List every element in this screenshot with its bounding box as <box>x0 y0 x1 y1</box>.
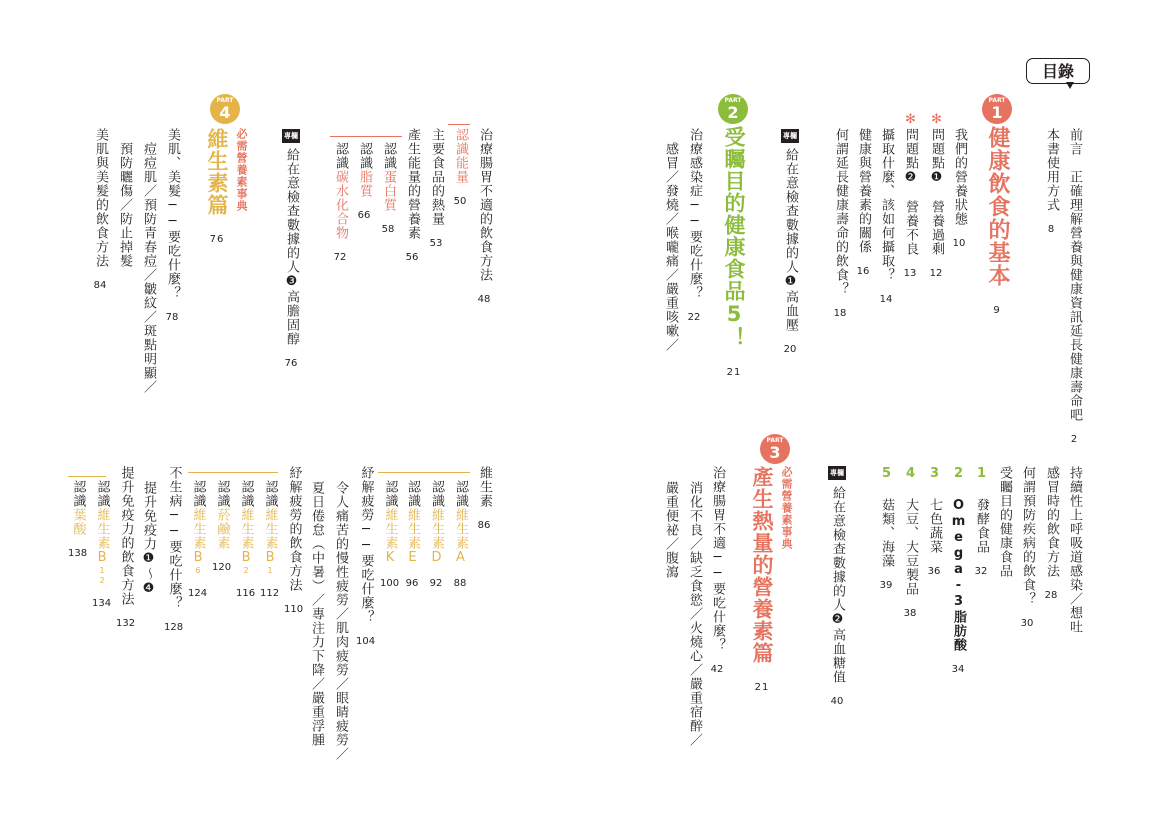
page-number: 21 <box>726 367 742 378</box>
toc-entry[interactable] <box>1019 466 1035 632</box>
page-number: 76 <box>209 234 225 245</box>
page-number: 13 <box>903 268 917 279</box>
entry-text: 產生能量的營養素 <box>405 128 420 240</box>
entry-text: 何謂延長健康壽命的飲食？ <box>833 128 848 296</box>
toc-entry[interactable] <box>164 128 180 326</box>
entry-text: 前言 正確理解營養與健康資訊延長健康壽命吧 <box>1067 128 1082 422</box>
entry-text: 維生素D <box>429 508 444 566</box>
column-tag: 專欄 <box>282 129 300 143</box>
page-number: 72 <box>333 252 347 263</box>
toc-entry[interactable] <box>212 480 231 576</box>
entry-text: 主要食品的熱量 <box>429 128 444 226</box>
page-number: 120 <box>212 562 232 573</box>
toc-entry[interactable] <box>308 481 324 747</box>
part3-kicker: 必需營養素事典 <box>780 466 793 550</box>
divider <box>68 476 106 477</box>
entry-text: 大豆、大豆製品 <box>903 498 918 596</box>
accent-text: 蛋白質 <box>381 170 396 212</box>
toc-column-entry[interactable] <box>782 148 798 358</box>
accent-text: 碳水化合物 <box>333 170 348 240</box>
page-number: 21 <box>754 682 770 693</box>
page-number: 104 <box>356 636 376 647</box>
toc-entry[interactable] <box>404 128 420 266</box>
entry-text: 令人痛苦的慢性疲勞／肌肉疲勞／眼睛疲勞／ <box>333 481 348 761</box>
entry-subscript: 6 <box>193 566 203 576</box>
page-number: 58 <box>381 224 395 235</box>
food-number: 1 <box>974 466 989 482</box>
entry-text: 提升免疫力❶～❹ <box>141 481 156 597</box>
part4-kicker: 必需營養素事典 <box>235 128 248 212</box>
toc-entry[interactable] <box>140 481 156 597</box>
entry-text: 葉酸 <box>70 508 86 536</box>
toc-entry[interactable] <box>926 466 942 580</box>
toc-entry[interactable] <box>116 466 135 632</box>
page-number: 10 <box>952 238 966 249</box>
entry-text: 健康與營養素的關係 <box>856 128 871 254</box>
toc-entry[interactable] <box>68 480 87 562</box>
page-number: 124 <box>188 588 208 599</box>
toc-column-entry[interactable] <box>283 148 299 372</box>
page-number: 84 <box>93 280 107 291</box>
entry-prefix: 認識 <box>453 480 468 508</box>
entry-prefix: 認識 <box>382 480 398 508</box>
page-number: 134 <box>92 598 112 609</box>
page-number: 39 <box>879 580 893 591</box>
page-number: 100 <box>380 578 400 589</box>
entry-text: 給在意檢查數據的人❸高膽固醇 <box>284 148 299 346</box>
entry-text: 攝取什麼、該如何攝取？ <box>879 128 894 282</box>
entry-text: 維生素A <box>453 508 468 566</box>
entry-text: 感冒時的飲食方法 <box>1044 466 1059 578</box>
entry-text: 預防曬傷／防止掉髮 <box>117 142 132 268</box>
page-number: 116 <box>236 588 256 599</box>
toc-entry[interactable] <box>951 128 967 252</box>
entry-prefix: 認識 <box>214 480 230 508</box>
entry-prefix: 認識 <box>70 480 86 508</box>
part-title-text: 產生熱量的營養素篇 <box>750 466 774 664</box>
page-number: 42 <box>710 664 724 675</box>
page-number: 48 <box>477 294 491 305</box>
toc-entry[interactable] <box>404 480 420 592</box>
entry-subscript: 1 <box>265 566 275 576</box>
entry-text: 持續性上呼吸道感染／想吐 <box>1067 466 1082 634</box>
toc-entry[interactable] <box>284 466 303 618</box>
toc-entry[interactable] <box>902 112 918 282</box>
toc-entry[interactable] <box>356 142 372 224</box>
entry-text: 感冒／發燒／喉嚨痛／嚴重咳嗽／ <box>663 142 678 352</box>
entry-text: 維生素B <box>190 508 206 566</box>
divider <box>378 472 470 473</box>
toc-entry[interactable] <box>92 128 108 294</box>
entry-text: 本書使用方式 <box>1044 128 1059 212</box>
toc-entry[interactable] <box>428 480 444 592</box>
entry-prefix: 認識 <box>262 480 278 508</box>
toc-entry[interactable] <box>928 112 944 282</box>
page-number: 18 <box>833 308 847 319</box>
page-number: 36 <box>927 566 941 577</box>
entry-text: 紓解疲勞──要吃什麼？ <box>358 466 374 624</box>
entry-prefix: 認識 <box>190 480 206 508</box>
page-number: 9 <box>993 305 1001 316</box>
entry-subscript: 12 <box>97 566 107 586</box>
page-number: 66 <box>357 210 371 221</box>
page-number: 86 <box>477 520 491 531</box>
toc-entry[interactable] <box>878 128 894 308</box>
page-number: 38 <box>903 608 917 619</box>
toc-entry[interactable] <box>356 466 375 650</box>
toc-entry[interactable] <box>452 480 468 592</box>
toc-usage[interactable] <box>1043 128 1059 238</box>
toc-entry[interactable] <box>855 128 871 280</box>
page-number: 30 <box>1020 618 1034 629</box>
entry-text: 嚴重便祕／腹瀉 <box>663 481 678 579</box>
part3-title[interactable] <box>748 466 776 702</box>
page-number: 88 <box>453 578 467 589</box>
part3-badge: PART 3 <box>760 434 790 464</box>
page-number: 12 <box>929 268 943 279</box>
toc-entry[interactable] <box>116 142 132 268</box>
entry-text: 維生素 <box>477 466 492 508</box>
entry-text: 問題點❷ 營養不良 <box>903 128 918 256</box>
toc-entry[interactable] <box>140 142 156 394</box>
part1-badge: PART 1 <box>982 94 1012 124</box>
entry-text: 不生病──要吃什麼？ <box>166 466 182 610</box>
part4-title[interactable] <box>203 128 231 254</box>
toc-entry[interactable] <box>188 480 207 602</box>
toc-intro[interactable] <box>1066 128 1082 448</box>
page-number: 110 <box>284 604 304 615</box>
toc-entry[interactable] <box>662 142 678 352</box>
part-title-text: 健康飲食的基本 <box>985 126 1010 287</box>
entry-text: 維生素E <box>405 508 420 566</box>
entry-text: 紓解疲勞的飲食方法 <box>286 466 302 592</box>
page-number: 96 <box>405 578 419 589</box>
toc-entry[interactable] <box>380 142 396 238</box>
entry-text: 美肌與美髮的飲食方法 <box>93 128 108 268</box>
entry-subscript: 2 <box>241 566 251 576</box>
column-tag: 專欄 <box>828 466 846 480</box>
page-number: 76 <box>284 358 298 369</box>
toc-entry[interactable] <box>950 466 966 678</box>
page-number: 16 <box>856 266 870 277</box>
entry-text: 認識脂質 <box>357 142 372 198</box>
part4-badge: PART 4 <box>210 94 240 124</box>
entry-text: 美肌、美髮──要吃什麼？ <box>165 128 180 300</box>
toc-entry[interactable] <box>476 128 492 308</box>
page-number: 128 <box>164 622 184 633</box>
entry-text: 維生素K <box>382 508 398 566</box>
entry-text: 維生素B <box>262 508 278 566</box>
page-number: 138 <box>68 548 88 559</box>
part2-title[interactable] <box>720 126 748 387</box>
entry-text: 治療腸胃不適的飲食方法 <box>477 128 492 282</box>
part2-badge: PART 2 <box>718 94 748 124</box>
part-title-text: 維生素篇 <box>205 128 229 216</box>
toc-entry[interactable] <box>236 480 255 602</box>
accent-text: 脂質 <box>357 170 372 198</box>
page-number: 20 <box>783 344 797 355</box>
page-number: 112 <box>260 588 280 599</box>
page-number: 78 <box>165 312 179 323</box>
entry-text: 給在意檢查數據的人❶高血壓 <box>783 148 798 332</box>
entry-text: 治療感染症──要吃什麼？ <box>687 128 702 300</box>
entry-text: 菇類、海藻 <box>879 498 894 568</box>
page-number: 53 <box>429 238 443 249</box>
toc-entry[interactable] <box>878 466 894 594</box>
column-tag: 專欄 <box>781 129 799 143</box>
page-number: 8 <box>1047 224 1055 235</box>
entry-text: 問題點❶ 營養過剩 <box>929 128 944 256</box>
toc-entry[interactable] <box>973 466 989 580</box>
toc-entry[interactable] <box>832 128 848 322</box>
entry-text: 何謂預防疾病的飲食？ <box>1020 466 1035 606</box>
entry-prefix: 認識 <box>405 480 420 508</box>
food-number: 2 <box>951 466 966 482</box>
entry-text: 認識碳水化合物 <box>333 142 348 240</box>
entry-prefix: 認識 <box>429 480 444 508</box>
asterisk-icon: ✻ <box>903 112 918 128</box>
entry-text: 認識蛋白質 <box>381 142 396 212</box>
entry-text: 提升免疫力的飲食方法 <box>118 466 134 606</box>
page-number: 14 <box>879 294 893 305</box>
entry-text: Omega-3脂肪酸 <box>951 498 966 652</box>
toc-entry[interactable] <box>686 481 702 747</box>
page-number: 32 <box>974 566 988 577</box>
page-number: 56 <box>405 252 419 263</box>
toc-entry[interactable] <box>1043 466 1059 604</box>
part-title-text: 受矚目的健康食品5！ <box>722 126 746 349</box>
part1-title[interactable] <box>983 126 1011 325</box>
divider <box>188 472 278 473</box>
toc-column-entry[interactable] <box>829 486 845 710</box>
toc-title: 目錄 <box>1026 58 1090 84</box>
toc-entry[interactable] <box>902 466 918 622</box>
toc-entry[interactable] <box>164 466 183 636</box>
entry-text: 我們的營養狀態 <box>952 128 967 226</box>
entry-text: 維生素B <box>238 508 254 566</box>
page-number: 22 <box>687 312 701 323</box>
food-number: 5 <box>879 466 894 482</box>
toc-entry[interactable] <box>996 466 1012 578</box>
toc-entry[interactable] <box>1066 466 1082 634</box>
toc-entry[interactable] <box>332 481 348 761</box>
entry-text: 治療腸胃不適──要吃什麼？ <box>710 466 725 652</box>
toc-entry[interactable] <box>92 480 111 612</box>
page-number: 50 <box>453 196 467 207</box>
entry-text: 夏日倦怠（中暑）／專注力下降／嚴重浮腫 <box>309 481 324 747</box>
page-number: 28 <box>1044 590 1058 601</box>
toc-entry[interactable] <box>686 128 702 326</box>
page-number: 40 <box>830 696 844 707</box>
page-number: 34 <box>951 664 965 675</box>
toc-entry[interactable] <box>428 128 444 252</box>
toc-entry[interactable] <box>709 466 725 678</box>
entry-text: 受矚目的健康食品 <box>997 466 1012 578</box>
page-number: 132 <box>116 618 136 629</box>
toc-entry[interactable] <box>452 128 468 210</box>
toc-entry[interactable] <box>476 466 492 534</box>
entry-prefix: 認識 <box>238 480 254 508</box>
toc-entry[interactable] <box>380 480 399 592</box>
entry-text: 維生素B <box>94 508 110 566</box>
asterisk-icon: ✻ <box>929 112 944 128</box>
page-number: 2 <box>1070 434 1078 445</box>
food-number: 3 <box>927 466 942 482</box>
speech-tail-icon <box>1066 82 1074 89</box>
entry-text: 認識能量 <box>453 128 468 184</box>
entry-text: 給在意檢查數據的人❷高血糖值 <box>830 486 845 684</box>
entry-prefix: 認識 <box>94 480 110 508</box>
entry-text: 發酵食品 <box>974 498 989 554</box>
entry-text: 消化不良／缺乏食慾／火燒心／嚴重宿醉／ <box>687 481 702 747</box>
divider <box>448 124 470 125</box>
entry-text: 痘痘肌／預防青春痘／皺紋／斑點明顯／ <box>141 142 156 394</box>
entry-text: 七色蔬菜 <box>927 498 942 554</box>
divider <box>330 136 402 137</box>
toc-entry[interactable] <box>662 481 678 579</box>
toc-entry[interactable] <box>260 480 279 602</box>
page-number: 92 <box>429 578 443 589</box>
food-number: 4 <box>903 466 918 482</box>
toc-entry[interactable] <box>332 142 348 266</box>
entry-text: 菸鹼素 <box>214 508 230 550</box>
